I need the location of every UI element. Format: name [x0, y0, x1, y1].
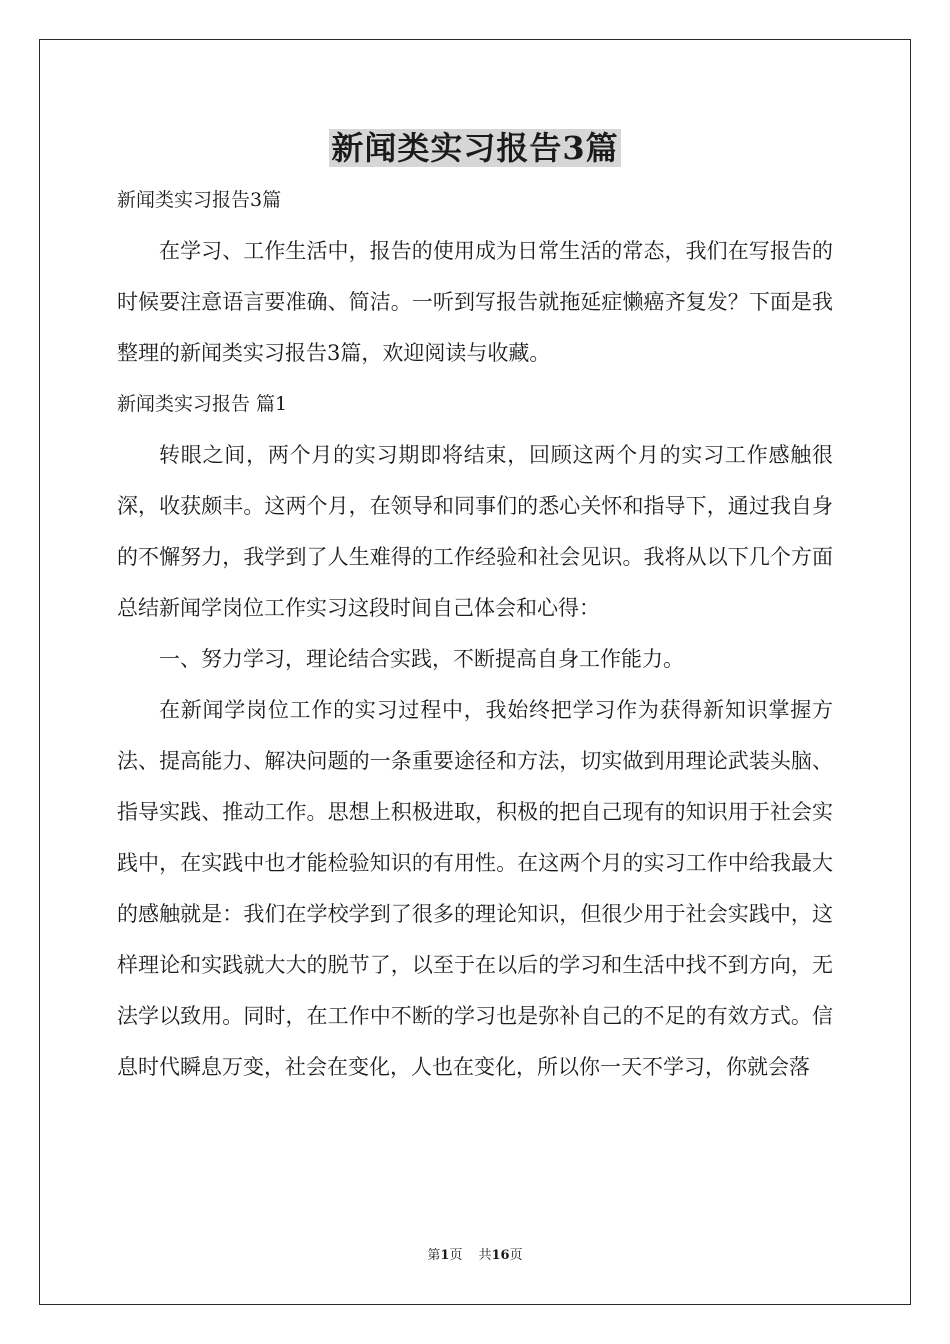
intro-paragraph: 在学习、工作生活中，报告的使用成为日常生活的常态，我们在写报告的时候要注意语言要准确、简洁。一听到写报告就拖延症懒癌齐复发？下面是我整理的新闻类实习报告3篇，欢迎阅读与收藏。: [117, 239, 833, 365]
page-prefix: 第: [427, 1248, 441, 1263]
page-suffix: 页: [449, 1248, 463, 1263]
document-title: [0, 126, 950, 170]
document-title-text: 新闻类实习报告3篇: [331, 129, 619, 167]
current-page-number: 1: [440, 1248, 450, 1263]
total-suffix: 页: [509, 1248, 523, 1263]
total-page-count: 16: [491, 1248, 510, 1263]
document-body: [117, 175, 833, 1093]
page-footer: [0, 1246, 950, 1266]
section-heading: 新闻类实习报告 篇1: [117, 393, 288, 415]
subtitle-line: 新闻类实习报告3篇: [117, 189, 282, 211]
body-paragraph: 在新闻学岗位工作的实习过程中，我始终把学习作为获得新知识掌握方法、提高能力、解决问题的一条重要途径和方法，切实做到用理论武装头脑、指导实践、推动工作。思想上积极进取，积极的把自己现有的知识用于社会实践中，在实践中也才能检验知识的有用性。在这两个月的实习工作中给我最大的感触就是：我们在学校学到了很多的理论知识，但很少用于社会实践中，这样理论和实践就大大的脱节了，以至于在以后的学习和生活中找不到方向，无法学以致用。同时，在工作中不断的学习也是弥补自己的不足的有效方式。信息时代瞬息万变，社会在变化，人也在变化，所以你一天不学习，你就会落: [117, 698, 833, 1079]
body-paragraph: 转眼之间，两个月的实习期即将结束，回顾这两个月的实习工作感触很深，收获颇丰。这两个月，在领导和同事们的悉心关怀和指导下，通过我自身的不懈努力，我学到了人生难得的工作经验和社会见识。我将从以下几个方面总结新闻学岗位工作实习这段时间自己体会和心得：: [117, 443, 833, 620]
numbered-point: 一、努力学习，理论结合实践，不断提高自身工作能力。: [159, 647, 684, 671]
total-prefix: 共: [478, 1248, 492, 1263]
